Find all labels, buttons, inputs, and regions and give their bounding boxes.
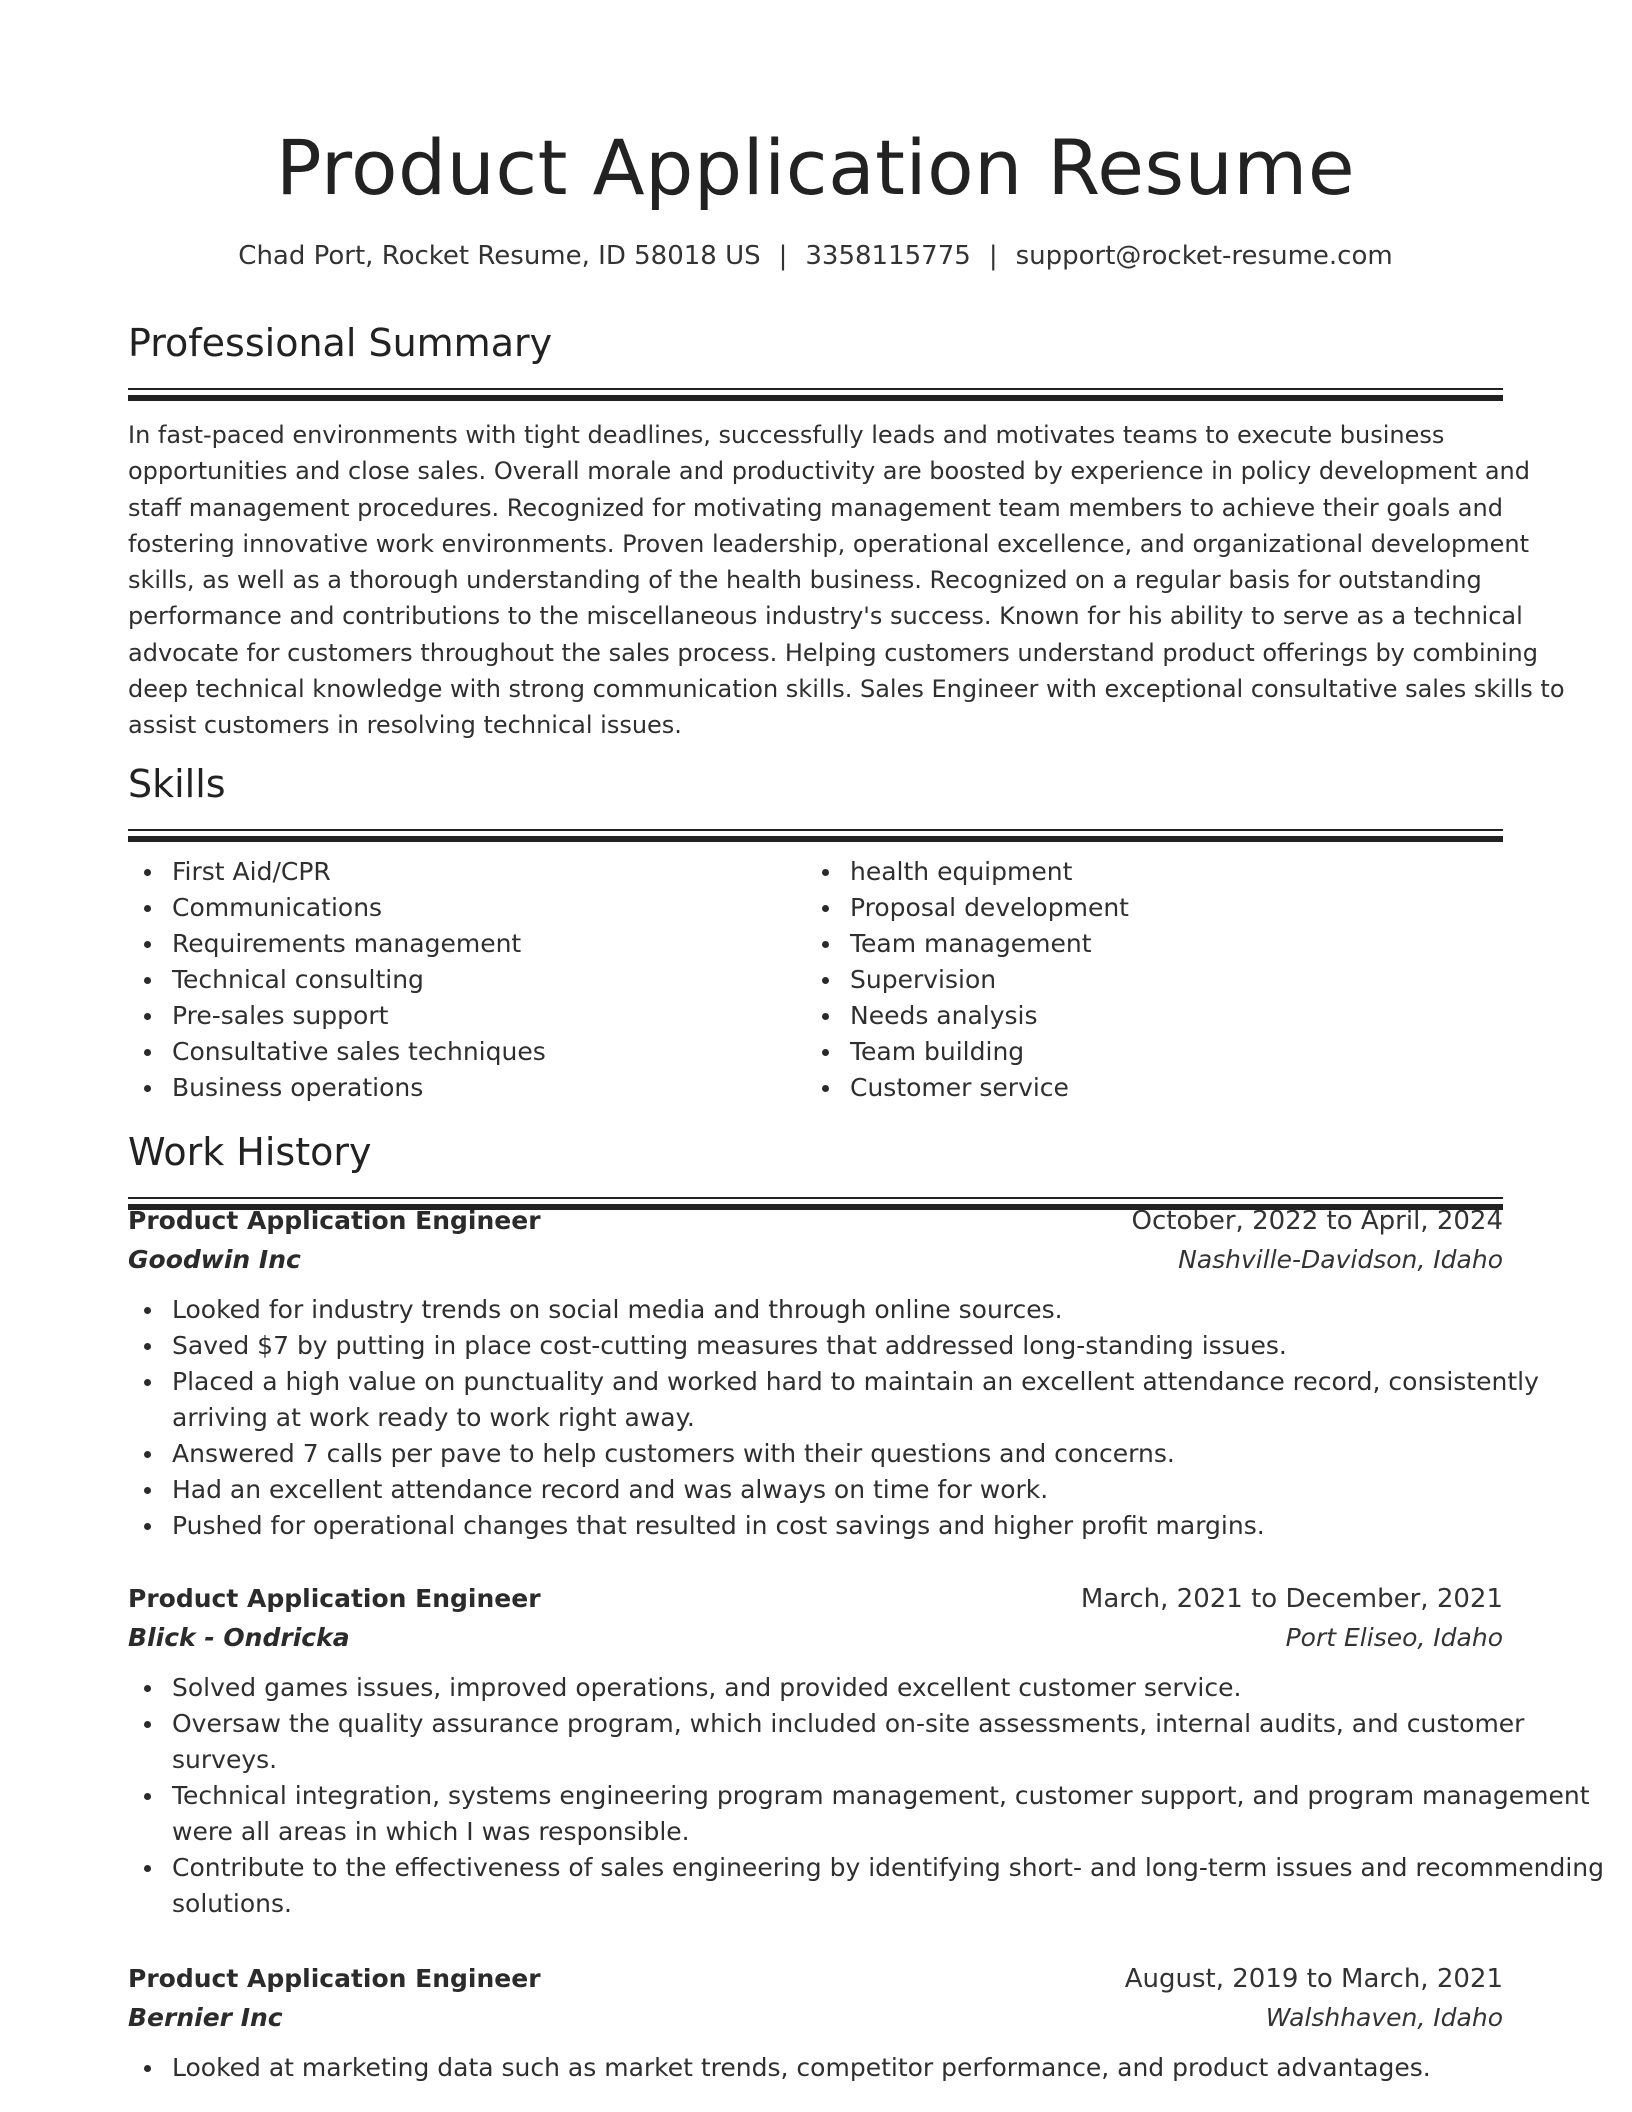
summary-line: skills, as well as a thorough understanding of the health business. Recognized on a regular basis for outstanding [128,566,1482,595]
summary-line: assist customers in resolving technical issues. [128,711,682,740]
job-location: Walshhaven, Idaho [1265,2003,1503,2032]
skill-item: Team management [806,926,1484,962]
job-company-row [128,1998,1503,2038]
job-bullet-line: Pushed for operational changes that resulted in cost savings and higher profit margins. [172,1511,1265,1540]
job-title: Product Application Engineer [128,1584,541,1613]
skill-item: Needs analysis [806,998,1484,1034]
summary-section [128,318,1565,744]
skill-item: Supervision [806,962,1484,998]
work-heading: Work History [128,1130,372,1174]
skill-item: First Aid/CPR [128,854,806,890]
summary-line: advocate for customers throughout the sales process. Helping customers understand product offerings by combining [128,638,1538,667]
summary-line: deep technical knowledge with strong communication skills. Sales Engineer with exceptional consultative sales skills to [128,675,1565,704]
job-dates: August, 2019 to March, 2021 [1124,1964,1503,1994]
summary-line: opportunities and close sales. Overall morale and productivity are boosted by experience in policy development and [128,457,1530,486]
job-bullet [128,1670,1503,1706]
job-bullet [128,1292,1503,1328]
job-entry [128,1960,1503,2086]
section-divider [128,1197,1503,1199]
job-bullet-list [128,1292,1539,1544]
skill-item: Customer service [806,1070,1484,1106]
section-divider [128,395,1503,401]
job-location: Port Eliseo, Idaho [1285,1623,1503,1652]
contact-separator: | [988,241,998,271]
job-title: Product Application Engineer [128,1206,541,1235]
job-bullet-line: arriving at work ready to work right away. [172,1403,695,1432]
section-divider [128,836,1503,842]
skill-item: Business operations [128,1070,806,1106]
skill-item: Proposal development [806,890,1484,926]
summary-heading: Professional Summary [128,321,553,365]
summary-line: In fast-paced environments with tight deadlines, successfully leads and motivates teams to execute business [128,421,1445,449]
job-title: Product Application Engineer [128,1964,541,1993]
summary-paragraph [128,417,1565,744]
skills-section [128,759,1503,1106]
section-divider [128,829,1503,831]
job-company: Bernier Inc [128,2003,283,2032]
job-bullet-line: Saved $7 by putting in place cost-cutting measures that addressed long-standing issues. [172,1331,1287,1360]
job-bullet-line: Looked for industry trends on social media and through online sources. [172,1295,1063,1324]
skill-item: Communications [128,890,806,926]
contact-phone: 3358115775 [805,241,971,271]
skills-columns [128,854,1503,1106]
skills-heading: Skills [128,762,226,806]
skill-item: Consultative sales techniques [128,1034,806,1070]
contact-address: Chad Port, Rocket Resume, ID 58018 US [238,241,761,271]
job-bullet-line: surveys. [172,1745,278,1774]
job-bullet [128,1850,1605,1922]
job-bullet [128,1472,1503,1508]
job-company: Blick - Ondricka [128,1623,350,1652]
skill-item: Requirements management [128,926,806,962]
job-bullet-line: Placed a high value on punctuality and worked hard to maintain an excellent attendance record, consistently [172,1367,1539,1396]
skill-item: health equipment [806,854,1484,890]
job-dates: March, 2021 to December, 2021 [1080,1584,1503,1614]
job-company-row [128,1618,1503,1658]
job-dates: October, 2022 to April, 2024 [1131,1206,1503,1236]
job-bullet-line: Technical integration, systems engineering program management, customer support, and program management [172,1781,1590,1810]
section-divider [128,388,1503,390]
job-bullet-line: Solved games issues, improved operations, and provided excellent customer service. [172,1673,1242,1702]
contact-separator: | [778,241,788,271]
job-company-row [128,1240,1503,1280]
job-entry [128,1202,1539,1544]
job-bullet-line: Looked at marketing data such as market trends, competitor performance, and product advantages. [172,2053,1431,2082]
job-bullet-line: Contribute to the effectiveness of sales engineering by identifying short- and long-term issues and recommending [172,1853,1605,1882]
summary-line: performance and contributions to the miscellaneous industry's success. Known for his ability to serve as a technical [128,602,1523,631]
job-bullet [128,1706,1525,1778]
job-bullet [128,1364,1539,1436]
job-title-row [128,1960,1503,1998]
job-bullet-line: Had an excellent attendance record and was always on time for work. [172,1475,1049,1504]
work-section [128,1127,1503,1210]
job-bullet [128,2050,1503,2086]
resume-title: Product Application Resume [275,123,1356,212]
contact-email: support@rocket-resume.com [1015,241,1393,271]
job-bullet-line: Oversaw the quality assurance program, which included on-site assessments, internal audits, and customer [172,1709,1525,1738]
job-location: Nashville-Davidson, Idaho [1178,1245,1503,1274]
job-bullet-line: were all areas in which I was responsible. [172,1817,690,1846]
job-bullet-line: solutions. [172,1889,292,1918]
summary-line: fostering innovative work environments. Proven leadership, operational excellence, and organizational development [128,529,1530,558]
job-company: Goodwin Inc [128,1245,301,1274]
job-title-row [128,1580,1503,1618]
job-bullet [128,1508,1503,1544]
job-title-row [128,1202,1503,1240]
contact-line [128,238,1503,274]
job-bullet [128,1778,1590,1850]
job-bullet [128,1436,1503,1472]
skill-item: Team building [806,1034,1484,1070]
job-bullet-list [128,1670,1605,1922]
job-bullet [128,1328,1503,1364]
skill-item: Pre-sales support [128,998,806,1034]
job-bullet-list [128,2050,1503,2086]
skill-item: Technical consulting [128,962,806,998]
skills-list-left [128,854,806,1106]
skills-list-right [806,854,1484,1106]
job-bullet-line: Answered 7 calls per pave to help customers with their questions and concerns. [172,1439,1175,1468]
job-entry [128,1580,1605,1922]
summary-line: staff management procedures. Recognized for motivating management team members to achieve their goals and [128,493,1503,522]
